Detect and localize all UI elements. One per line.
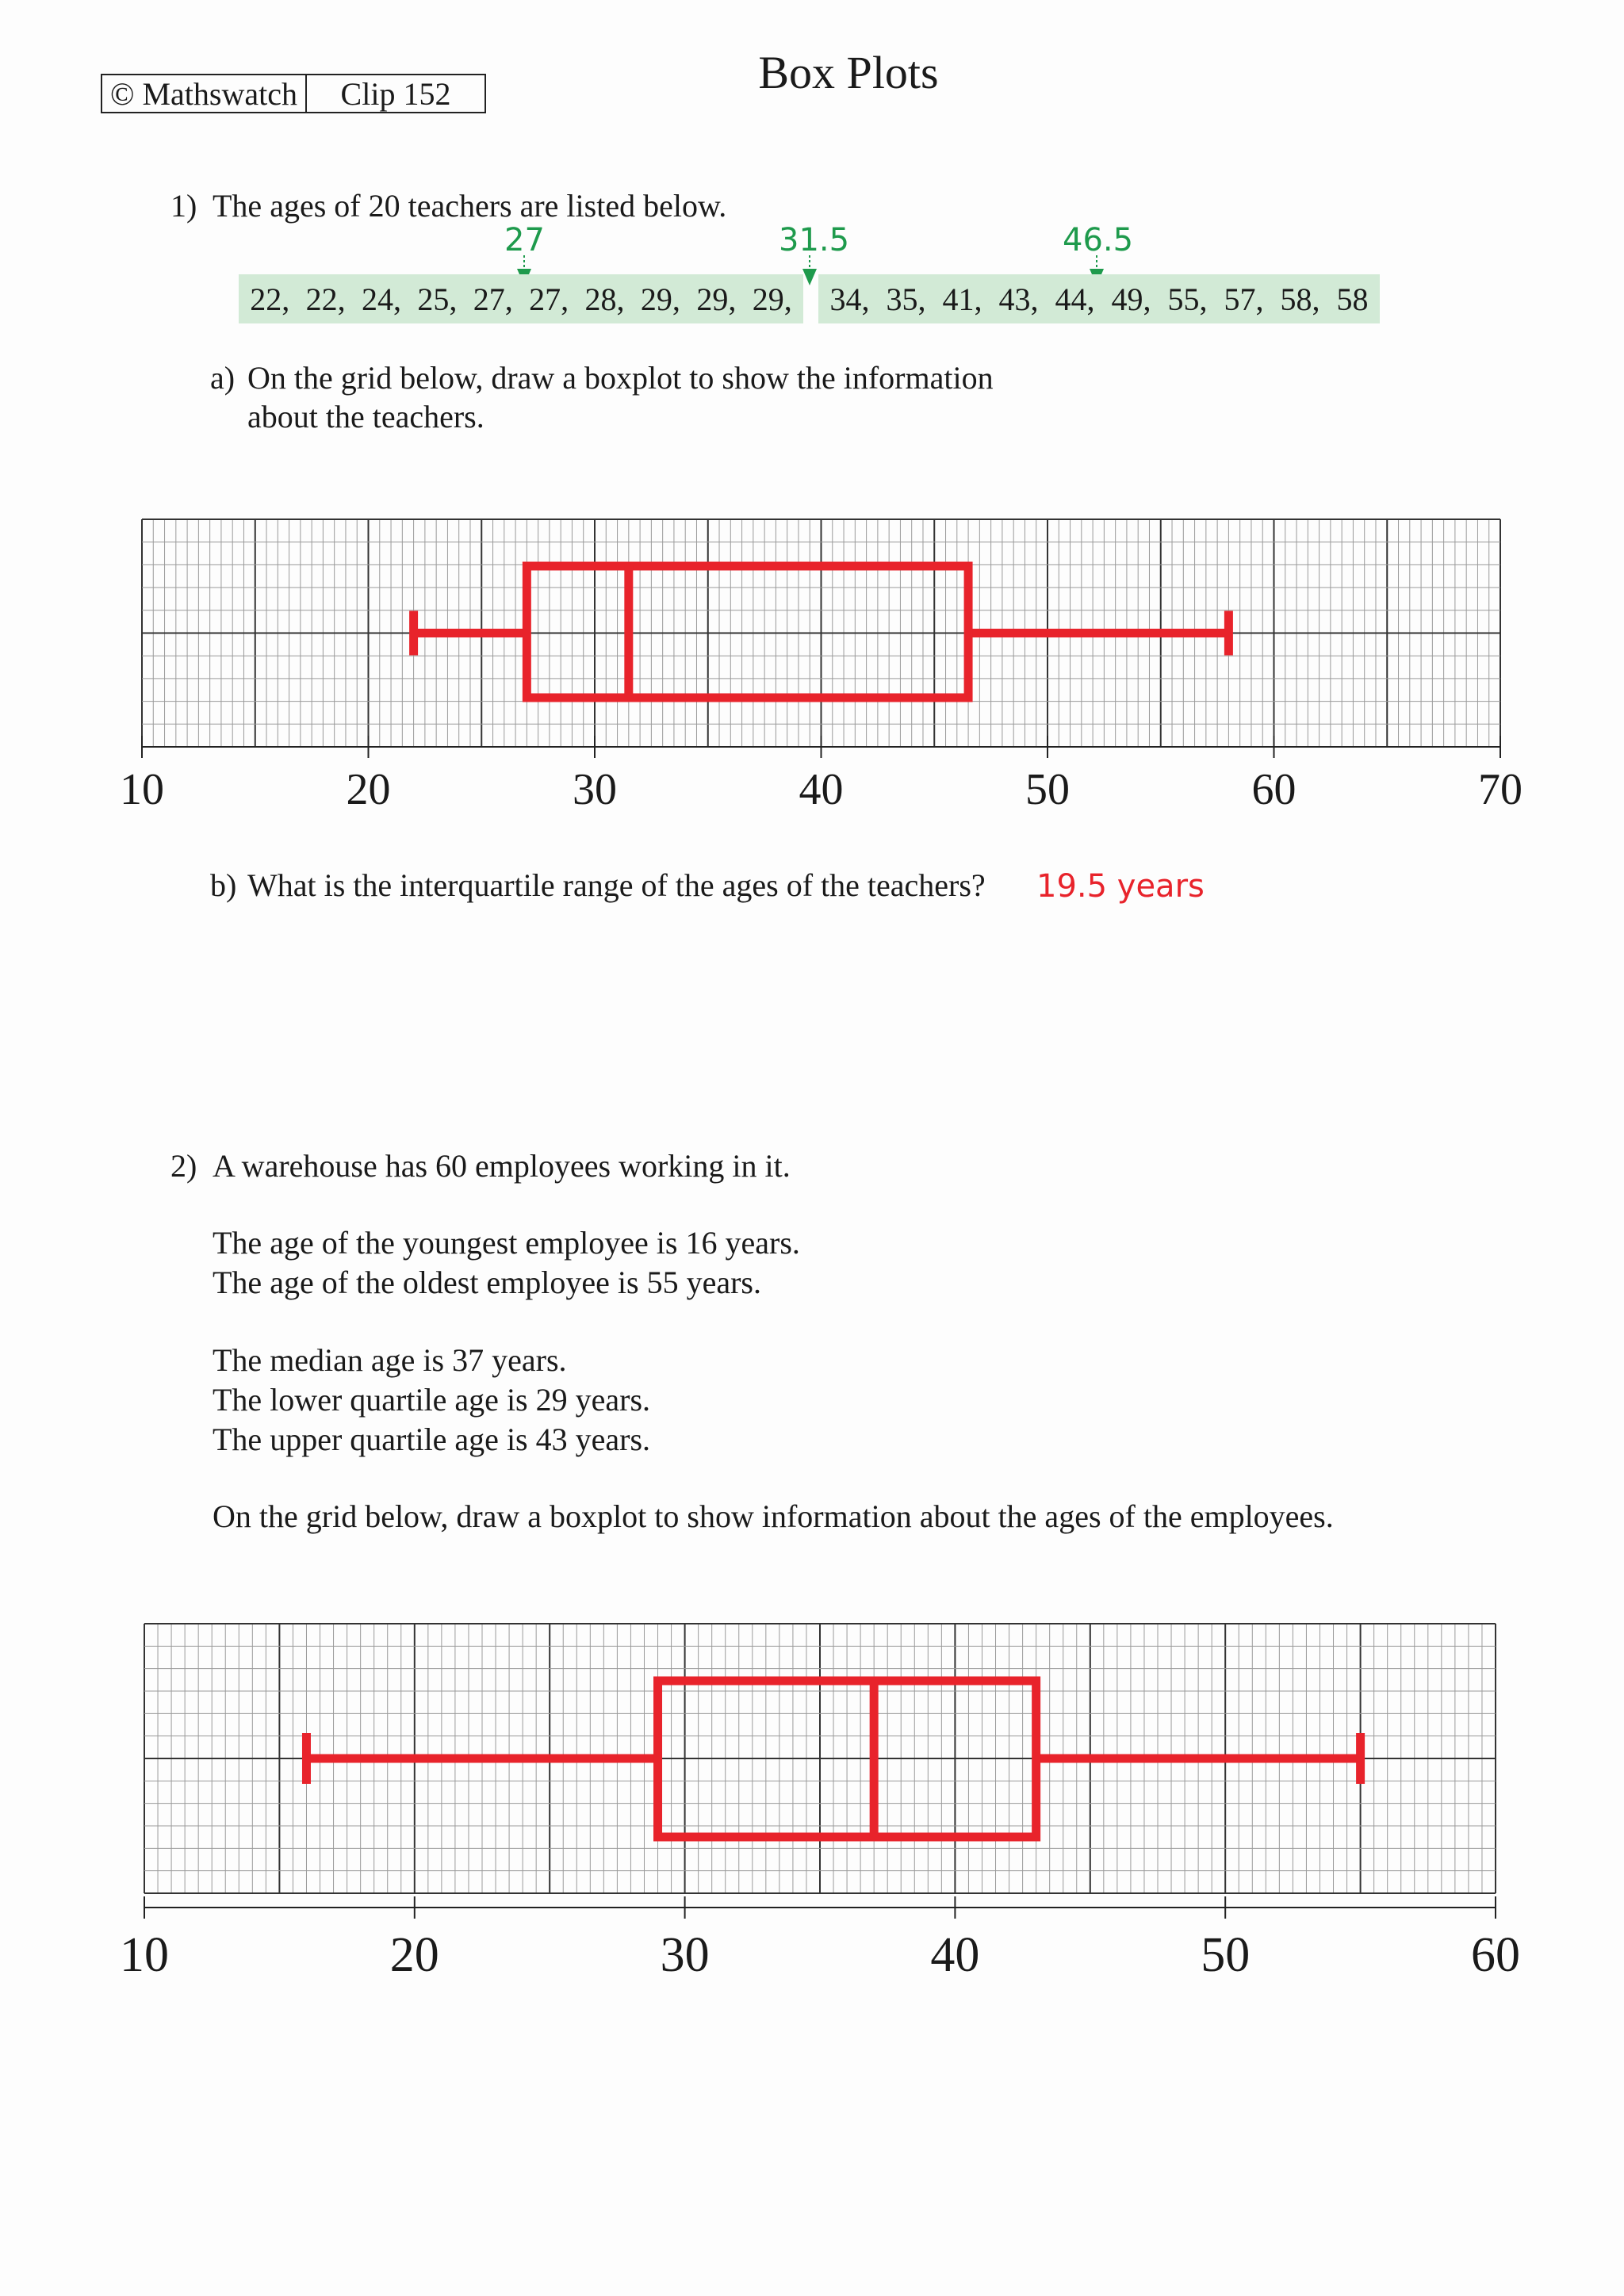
q2-line-median: The median age is 37 years.	[213, 1342, 567, 1378]
x-tick-label: 60	[1471, 1928, 1520, 1982]
x-tick-label: 50	[1201, 1928, 1251, 1982]
age-value: 57,	[1224, 281, 1264, 317]
marker-label-lq: 27	[504, 222, 545, 258]
age-value: 58,	[1280, 281, 1320, 317]
q1a-text-line1: On the grid below, draw a boxplot to show the information	[247, 360, 994, 396]
q1-number: 1)	[170, 188, 197, 224]
x-tick-label: 70	[1478, 765, 1522, 814]
copyright-label: © Mathswatch	[102, 75, 307, 112]
q1b-label: b)	[210, 867, 237, 903]
age-value: 22,	[305, 281, 346, 317]
page-title: Box Plots	[758, 47, 939, 98]
ages-lower-half	[239, 274, 803, 323]
age-value: 22,	[250, 281, 290, 317]
q2-stem: A warehouse has 60 employees working in it.	[213, 1148, 791, 1184]
q1-stem: The ages of 20 teachers are listed below.	[213, 188, 727, 224]
age-value: 28,	[584, 281, 625, 317]
age-value: 41,	[942, 281, 982, 317]
x-tick-label: 40	[799, 765, 844, 814]
x-tick-label: 20	[389, 1928, 439, 1982]
boxplot-chart-teachers	[0, 507, 1624, 825]
age-value: 55,	[1167, 281, 1208, 317]
q2-line-upper-quartile: The upper quartile age is 43 years.	[213, 1422, 651, 1457]
age-value: 29,	[640, 281, 680, 317]
q2-number: 2)	[170, 1148, 197, 1184]
x-tick-label: 50	[1025, 765, 1070, 814]
age-value: 49,	[1111, 281, 1151, 317]
x-tick-label: 10	[120, 1928, 169, 1982]
x-tick-label: 30	[660, 1928, 710, 1982]
marker-label-uq: 46.5	[1063, 222, 1134, 258]
boxplot-chart-employees	[0, 1609, 1624, 1990]
x-tick-label: 30	[573, 765, 617, 814]
q2-line-youngest: The age of the youngest employee is 16 years.	[213, 1225, 800, 1261]
age-value: 43,	[998, 281, 1039, 317]
age-value: 34,	[829, 281, 870, 317]
clip-number-label: Clip 152	[340, 75, 451, 112]
q2-instruction: On the grid below, draw a boxplot to show information about the ages of the employees.	[213, 1498, 1334, 1534]
x-tick-label: 60	[1251, 765, 1297, 814]
q2-line-oldest: The age of the oldest employee is 55 years.	[213, 1265, 761, 1300]
interquartile-box	[527, 566, 968, 698]
age-value: 35,	[886, 281, 926, 317]
age-value: 27,	[473, 281, 513, 317]
marker-label-median: 31.5	[779, 222, 850, 258]
age-value: 29,	[696, 281, 737, 317]
q1a-text-line2: about the teachers.	[247, 399, 485, 434]
age-value: 24,	[361, 281, 401, 317]
q1b-answer: 19.5 years	[1036, 868, 1205, 905]
age-value: 27,	[529, 281, 569, 317]
age-value: 58	[1336, 281, 1369, 317]
age-value: 44,	[1055, 281, 1095, 317]
ages-upper-half	[818, 274, 1380, 323]
x-tick-label: 20	[346, 765, 391, 814]
x-tick-label: 10	[120, 765, 164, 814]
arrow-down-icon	[802, 269, 817, 285]
q1a-label: a)	[210, 360, 236, 396]
q1b-text: What is the interquartile range of the ages of the teachers?	[247, 867, 986, 903]
age-value: 25,	[417, 281, 458, 317]
age-value: 29,	[752, 281, 792, 317]
x-tick-label: 40	[930, 1928, 980, 1982]
q2-line-lower-quartile: The lower quartile age is 29 years.	[213, 1382, 651, 1418]
